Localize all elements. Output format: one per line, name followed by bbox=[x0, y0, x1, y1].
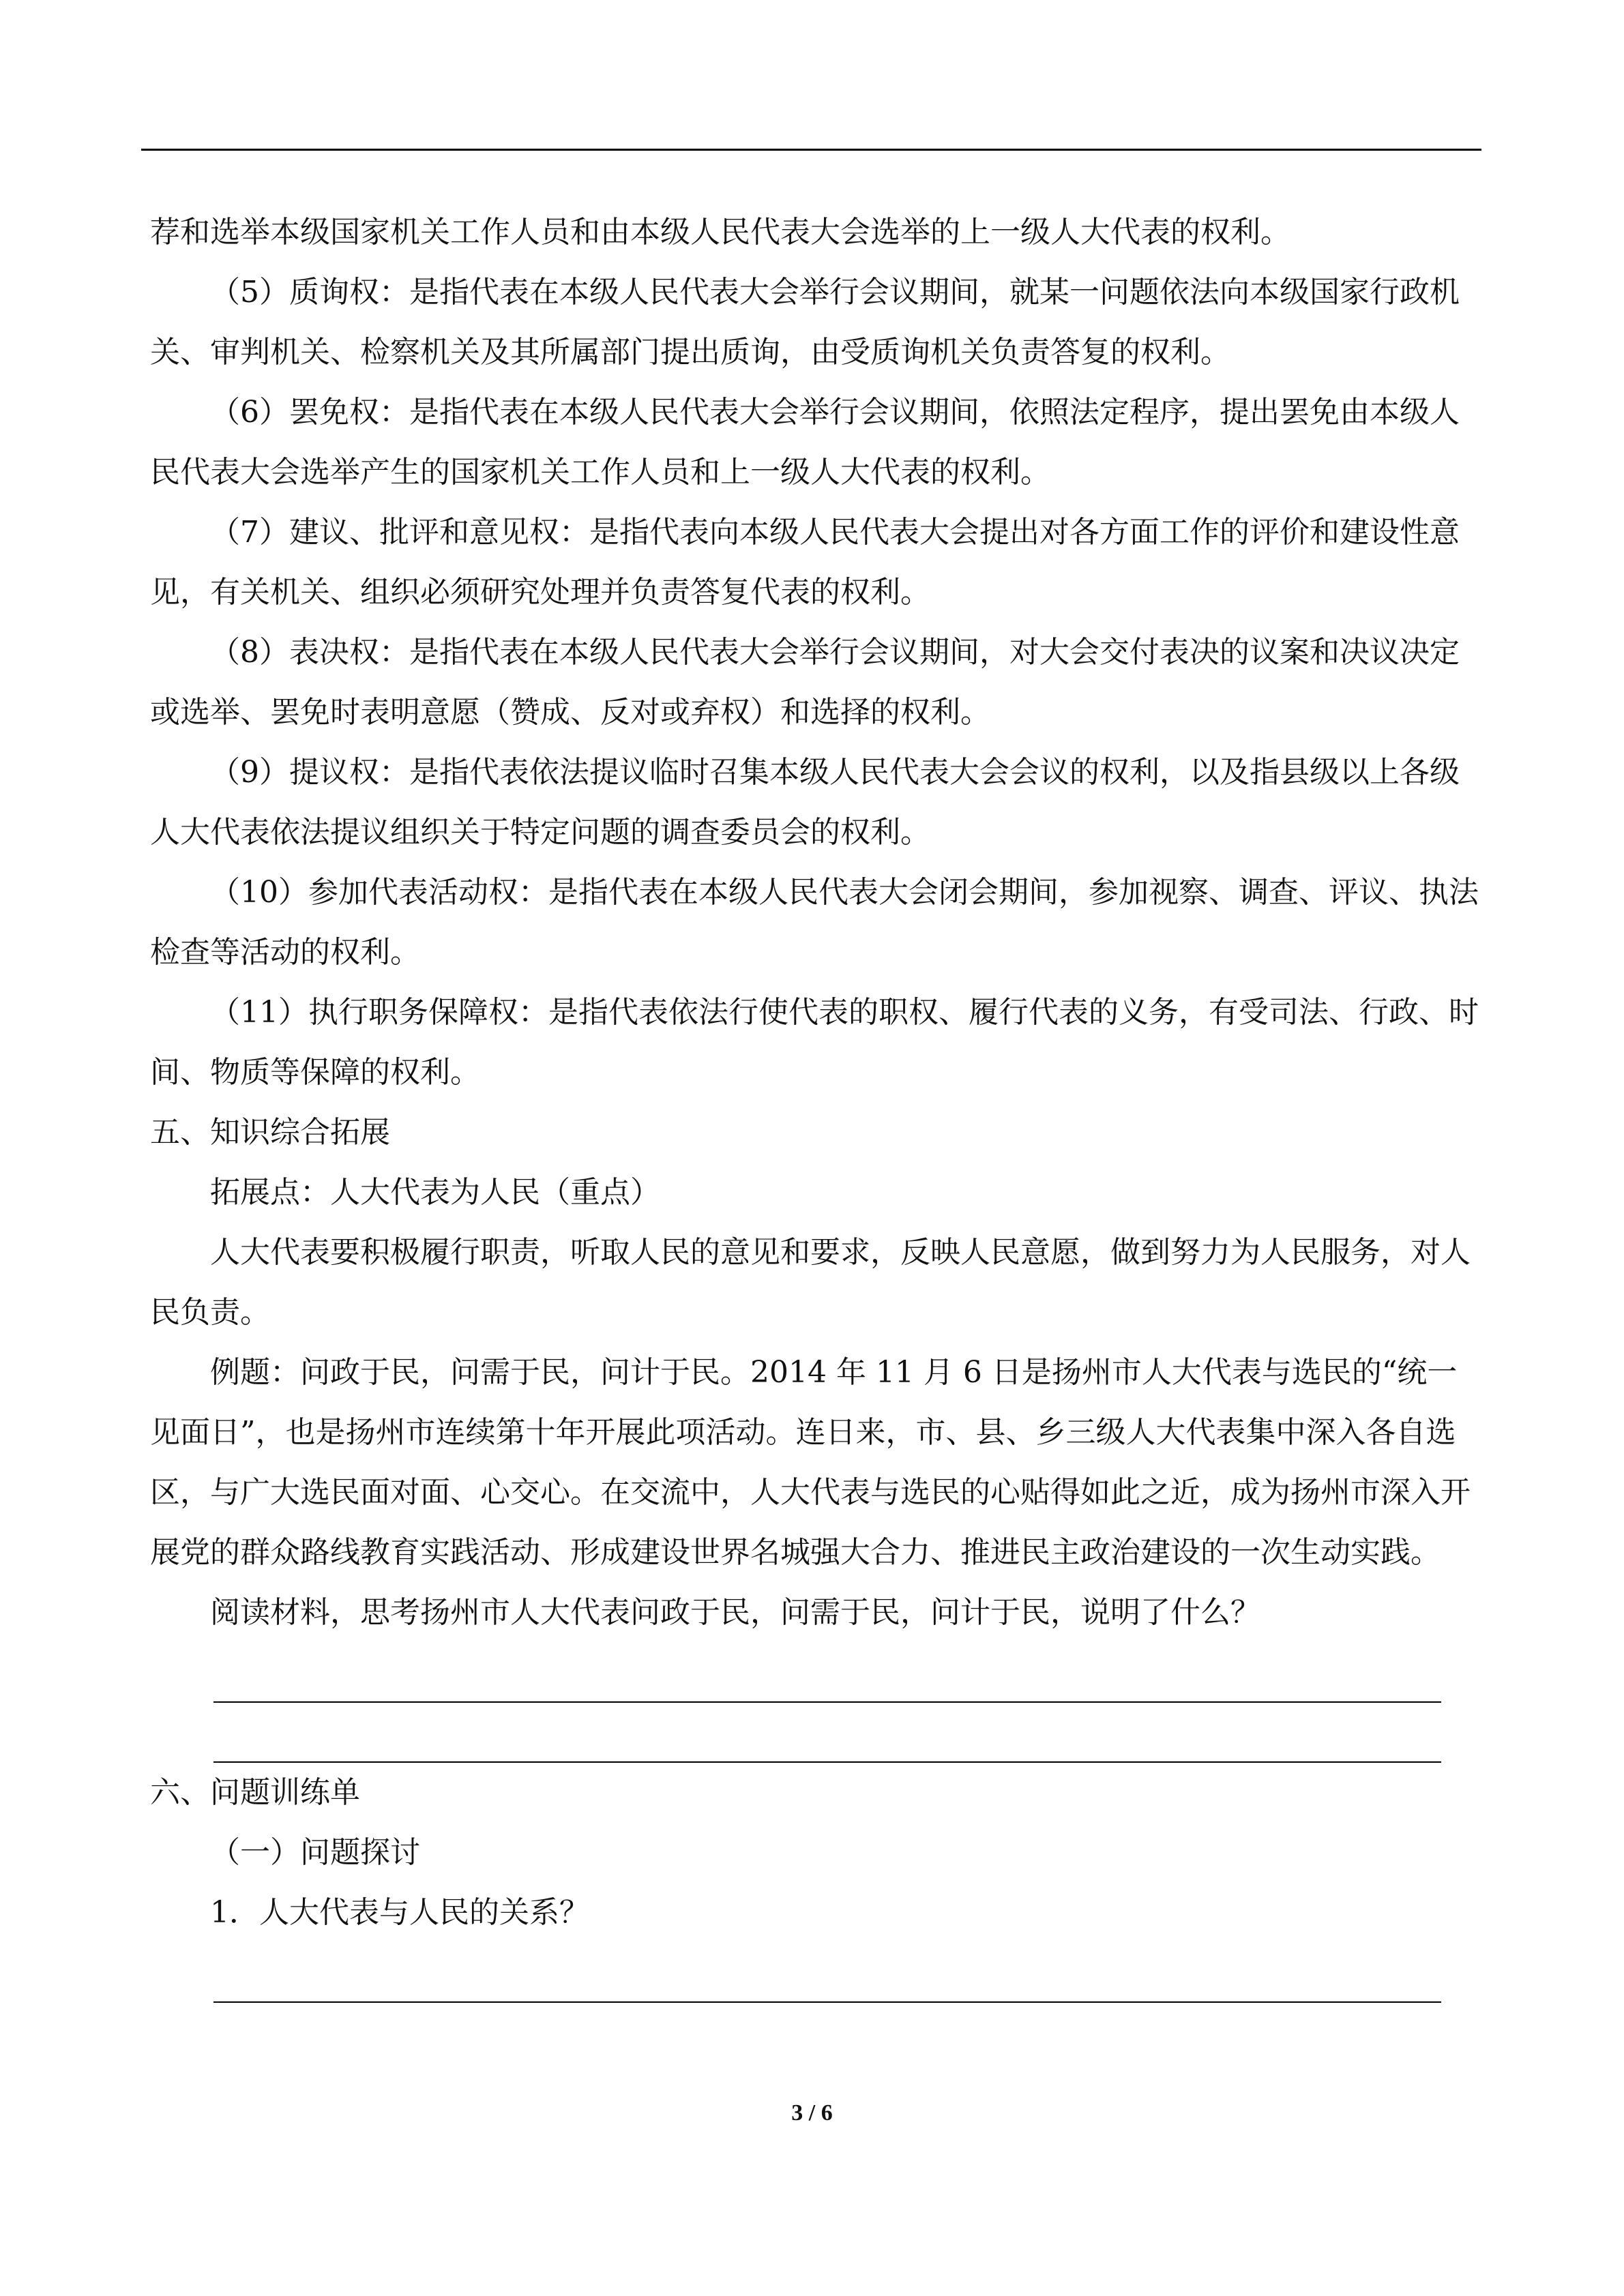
section-5-heading: 五、知识综合拓展 bbox=[150, 1115, 390, 1150]
page-number: 3 / 6 bbox=[791, 2100, 833, 2126]
paragraph-right-7: （7）建议、批评和意见权：是指代表向本级人民代表大会提出对各方面工作的评价和建设性意见，有关机关、组织必须研究处理并负责答复代表的权利。 bbox=[150, 515, 1460, 610]
example-paragraph: 例题：问政于民，问需于民，问计于民。2014 年 11 月 6 日是扬州市人大代表与选民的“统一见面日”，也是扬州市连续第十年开展此项活动。连日来，市、县、乡三级人大代表集中深入各自选区，与广大选民面对面、心交心。在交流中，人大代表与选民的心贴得如此之近，成为扬州市深入开展党的群众路线教育实践活动、形成建设世界名城强大合力、推进民主政治建设的一次生动实践。 bbox=[150, 1355, 1471, 1570]
paragraph-right-9: （9）提议权：是指代表依法提议临时召集本级人民代表大会会议的权利，以及指县级以上各级人大代表依法提议组织关于特定问题的调查委员会的权利。 bbox=[150, 755, 1460, 850]
answer-line-2[interactable] bbox=[213, 1703, 1441, 1763]
paragraph-right-10: （10）参加代表活动权：是指代表在本级人民代表大会闭会期间，参加视察、调查、评议、执法检查等活动的权利。 bbox=[150, 875, 1479, 970]
question-1: 1．人大代表与人民的关系？ bbox=[210, 1895, 589, 1930]
section-6-subheading: （一）问题探讨 bbox=[210, 1835, 420, 1870]
document-body bbox=[150, 203, 1483, 2003]
paragraph-right-8: （8）表决权：是指代表在本级人民代表大会举行会议期间，对大会交付表决的议案和决议决定或选举、罢免时表明意愿（赞成、反对或弃权）和选择的权利。 bbox=[150, 635, 1460, 730]
example-question: 阅读材料，思考扬州市人大代表问政于民，问需于民，问计于民，说明了什么？ bbox=[210, 1595, 1260, 1630]
section-5-subheading: 拓展点：人大代表为人民（重点） bbox=[210, 1175, 660, 1210]
answer-line-1[interactable] bbox=[213, 1643, 1441, 1703]
paragraph-continuation: 荐和选举本级国家机关工作人员和由本级人民代表大会选举的上一级人大代表的权利。 bbox=[150, 215, 1290, 250]
header-rule bbox=[141, 149, 1481, 151]
paragraph-right-6: （6）罢免权：是指代表在本级人民代表大会举行会议期间，依照法定程序，提出罢免由本级人民代表大会选举产生的国家机关工作人员和上一级人大代表的权利。 bbox=[150, 395, 1460, 490]
section-6-heading: 六、问题训练单 bbox=[150, 1775, 360, 1810]
section-5-body: 人大代表要积极履行职责，听取人民的意见和要求，反映人民意愿，做到努力为人民服务，对人民负责。 bbox=[150, 1235, 1471, 1330]
paragraph-right-5: （5）质询权：是指代表在本级人民代表大会举行会议期间，就某一问题依法向本级国家行政机关、审判机关、检察机关及其所属部门提出质询，由受质询机关负责答复的权利。 bbox=[150, 275, 1460, 370]
paragraph-right-11: （11）执行职务保障权：是指代表依法行使代表的职权、履行代表的义务，有受司法、行政、时间、物质等保障的权利。 bbox=[150, 995, 1479, 1090]
answer-line-3[interactable] bbox=[213, 1943, 1441, 2003]
